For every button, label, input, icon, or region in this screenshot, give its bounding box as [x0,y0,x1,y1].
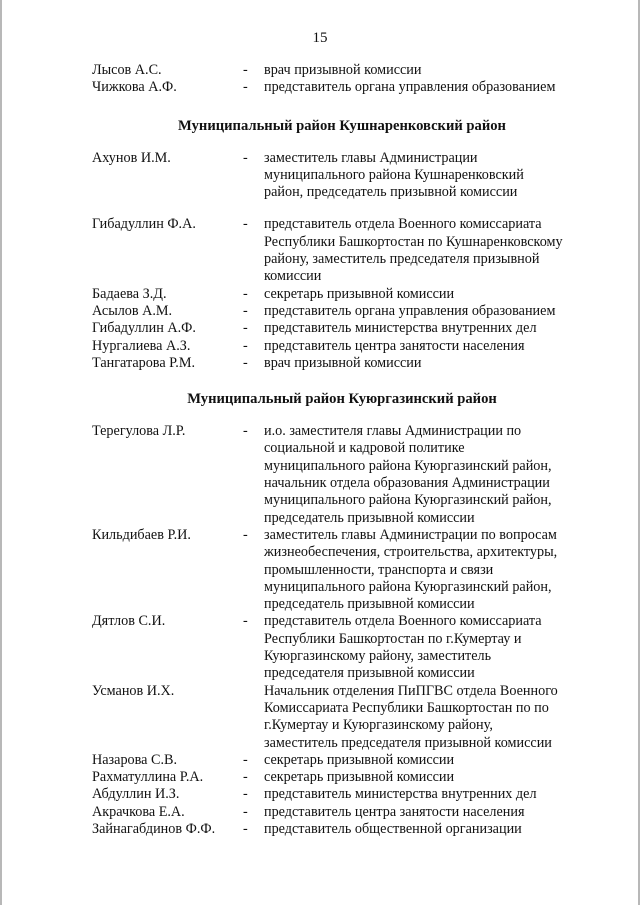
member-entry-continuation [92,700,592,717]
member-entry-continuation [92,510,592,527]
dash-separator [243,510,264,527]
member-name [92,251,243,268]
member-entry-continuation [92,631,592,648]
member-entry [92,786,592,803]
member-name [92,562,243,579]
member-name [92,735,243,752]
dash-separator: - [243,320,248,337]
member-role: секретарь призывной комиссии [264,769,455,786]
dash-separator [243,440,264,457]
member-role: г.Кумертау и Куюргазинскому району, [264,717,493,734]
dash-separator: - [243,216,248,233]
dash-separator [243,596,264,613]
dash-separator: - [243,769,248,786]
dash-separator [243,683,264,700]
member-name: Усманов И.Х. [92,682,175,699]
member-name [92,579,243,596]
scan-edge-left [0,0,2,905]
member-entry-continuation [92,458,592,475]
member-role: представитель отдела Военного комиссариата [264,613,542,630]
member-entry [92,79,592,96]
member-entry [92,769,592,786]
member-entry [92,216,592,233]
dash-separator [243,717,264,734]
member-role: председателя призывной комиссии [264,665,475,682]
member-name [92,475,243,492]
member-name [92,440,243,457]
member-name [92,700,243,717]
member-name: Нургалиева А.З. [92,337,191,354]
member-entry-continuation [92,234,592,251]
member-role: представитель центра занятости населения [264,337,525,354]
member-name: Бадаева З.Д. [92,285,167,302]
dash-separator: - [243,751,248,768]
dash-separator: - [243,354,248,371]
member-name: Асылов А.М. [92,302,173,319]
dash-separator [243,562,264,579]
member-role: Начальник отделения ПиПГВС отдела Военного [264,682,558,699]
member-entry-continuation [92,665,592,682]
member-name: Назарова С.В. [92,751,178,768]
member-entry [92,303,592,320]
member-role: муниципального района Куюргазинский район, [264,492,552,509]
dash-separator [243,665,264,682]
dash-separator [243,544,264,561]
member-role: представитель органа управления образованием [264,302,556,319]
member-entry-continuation [92,562,592,579]
member-name [92,268,243,285]
member-entry-continuation [92,579,592,596]
dash-separator [243,251,264,268]
dash-separator [243,579,264,596]
member-name: Терегулова Л.Р. [92,423,186,440]
member-entry [92,62,592,79]
member-name: Зайнагабдинов Ф.Ф. [92,820,216,837]
dash-separator [243,492,264,509]
dash-separator: - [243,803,248,820]
member-entry [92,286,592,303]
member-name [92,631,243,648]
member-name [92,167,243,184]
member-name: Гибадуллин А.Ф. [92,320,196,337]
member-name: Дятлов С.И. [92,613,166,630]
member-role: район, председатель призывной комиссии [264,184,518,201]
member-entry-continuation [92,475,592,492]
member-role: заместитель председателя призывной комиссии [264,734,552,751]
member-role: представитель органа управления образованием [264,79,556,96]
section-heading: Муниципальный район Куюргазинский район [187,391,497,408]
member-role: врач призывной комиссии [264,62,422,78]
dash-separator [243,648,264,665]
document-body [92,62,592,838]
dash-separator: - [243,526,248,543]
member-entry [92,613,592,630]
dash-separator: - [243,337,248,354]
dash-separator: - [243,786,248,803]
member-role: муниципального района Куюргазинский район, [264,578,552,595]
spacer [92,408,592,423]
dash-separator: - [243,285,248,302]
dash-separator: - [243,820,248,837]
member-role: и.о. заместителя главы Администрации по [264,423,522,440]
dash-separator: - [243,302,248,319]
dash-separator: - [243,423,248,440]
dash-separator [243,184,264,201]
spacer [92,201,592,216]
dash-separator [243,268,264,285]
dash-separator [243,700,264,717]
member-role: представитель министерства внутренних дел [264,320,537,337]
dash-separator: - [243,62,248,78]
member-name: Абдуллин И.З. [92,786,180,803]
dash-separator: - [243,613,248,630]
member-entry [92,150,592,167]
member-role: жизнеобеспечения, строительства, архитектуры, [264,544,558,561]
member-entry-continuation [92,167,592,184]
member-role: муниципального района Куюргазинский район, [264,457,552,474]
member-role: представитель центра занятости населения [264,803,525,820]
member-entry-continuation [92,492,592,509]
member-name [92,544,243,561]
member-role: представитель общественной организации [264,820,522,837]
member-entry [92,683,592,700]
dash-separator [243,234,264,251]
dash-separator [243,631,264,648]
spacer [92,135,592,150]
member-role: району, заместитель председателя призывной [264,251,540,268]
member-entry [92,423,592,440]
member-entry-continuation [92,596,592,613]
member-name [92,492,243,509]
member-role: секретарь призывной комиссии [264,751,455,768]
member-name [92,665,243,682]
member-name [92,510,243,527]
member-entry-continuation [92,184,592,201]
page-number: 15 [312,30,328,46]
dash-separator [243,458,264,475]
member-role: председатель призывной комиссии [264,509,475,526]
spacer [92,97,592,117]
member-role: муниципального района Кушнаренковский [264,166,524,183]
member-name [92,234,243,251]
member-entry-continuation [92,717,592,734]
member-name [92,458,243,475]
member-name: Акрачкова Е.А. [92,803,185,820]
member-role: заместитель главы Администрации по вопросам [264,526,557,543]
dash-separator [243,167,264,184]
dash-separator [243,735,264,752]
member-role: Республики Башкортостан по г.Кумертау и [264,630,522,647]
member-name: Рахматуллина Р.А. [92,769,204,786]
member-entry-continuation [92,251,592,268]
member-role: Куюргазинскому району, заместитель [264,648,492,665]
section-heading: Муниципальный район Кушнаренковский район [178,117,506,134]
member-role: заместитель главы Администрации [264,149,478,166]
member-name: Чижкова А.Ф. [92,79,177,96]
member-entry [92,338,592,355]
member-name [92,648,243,665]
member-entry [92,355,592,372]
member-entry [92,821,592,838]
member-entry-continuation [92,440,592,457]
spacer [92,372,592,390]
member-role: секретарь призывной комиссии [264,285,455,302]
member-role: Комиссариата Республики Башкортостан по по [264,699,549,716]
member-name: Ахунов И.М. [92,149,171,166]
member-role: председатель призывной комиссии [264,596,475,613]
member-role: комиссии [264,268,322,285]
member-entry-continuation [92,268,592,285]
dash-separator [243,475,264,492]
member-entry-continuation [92,544,592,561]
member-role: врач призывной комиссии [264,354,422,371]
member-entry [92,527,592,544]
member-name [92,717,243,734]
dash-separator: - [243,79,248,96]
member-entry [92,752,592,769]
member-entry [92,804,592,821]
dash-separator: - [243,149,248,166]
member-role: начальник отдела образования Администрации [264,475,550,492]
member-entry-continuation [92,735,592,752]
member-role: представитель министерства внутренних дел [264,786,537,803]
member-role: Республики Башкортостан по Кушнаренковскому [264,233,563,250]
member-role: представитель отдела Военного комиссариата [264,216,542,233]
member-entry-continuation [92,648,592,665]
member-entry [92,320,592,337]
member-name: Гибадуллин Ф.А. [92,216,196,233]
member-role: социальной и кадровой политике [264,440,465,457]
member-name: Лысов А.С. [92,62,162,78]
member-name: Тангатарова Р.М. [92,354,195,371]
member-name [92,596,243,613]
member-name [92,184,243,201]
member-name: Кильдибаев Р.И. [92,526,191,543]
member-role: промышленности, транспорта и связи [264,561,494,578]
